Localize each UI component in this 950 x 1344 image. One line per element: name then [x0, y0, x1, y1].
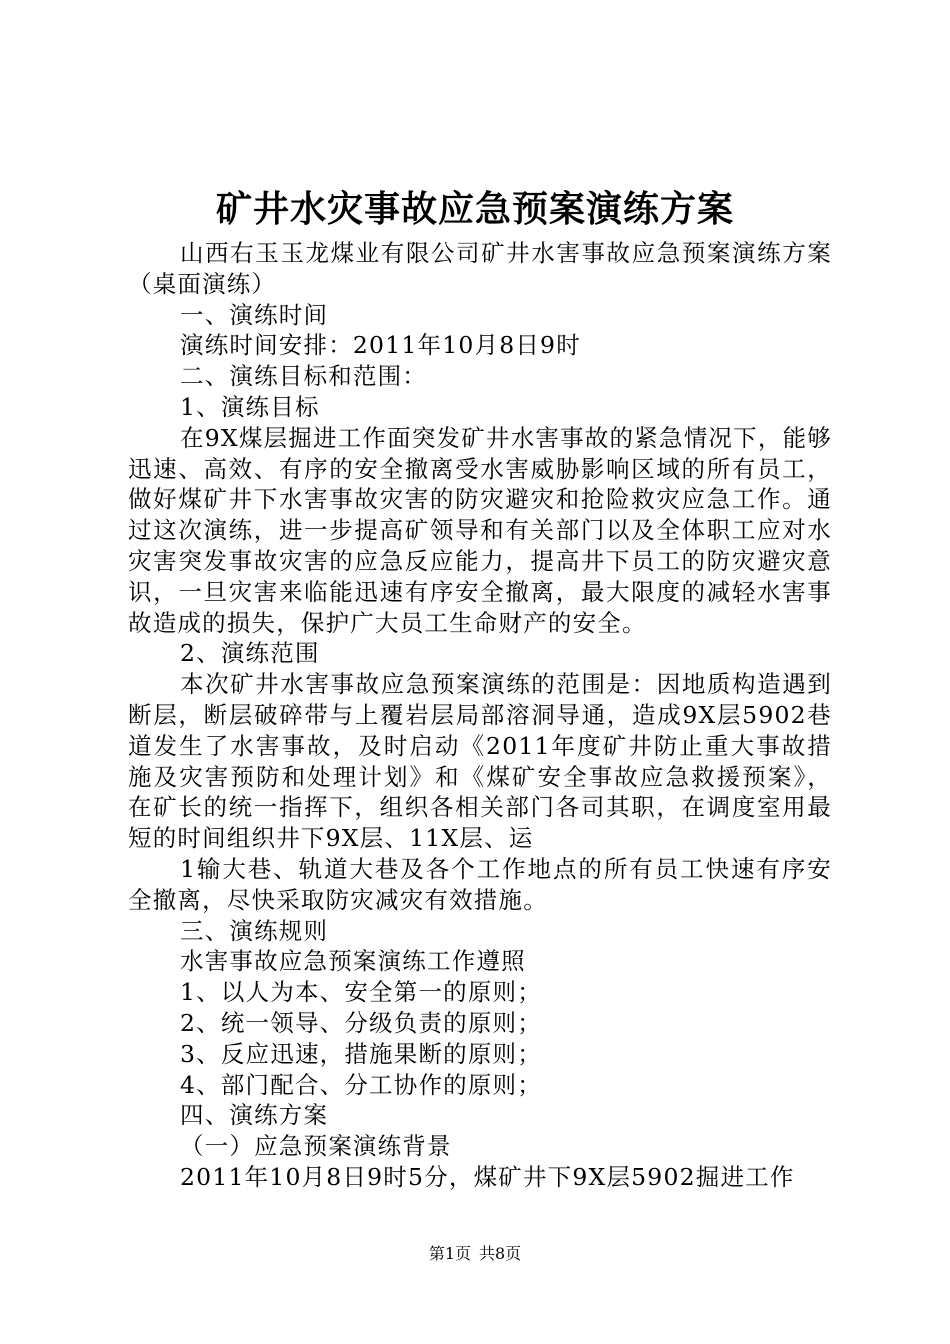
- heading-section-3: 三、演练规则: [180, 916, 329, 945]
- document-body: [128, 238, 832, 1193]
- paragraph-scope-continued: 1输大巷、轨道大巷及各个工作地点的所有员工快速有序安全撤离，尽快采取防灾减灾有效措施。: [128, 854, 832, 914]
- heading-section-2: 二、演练目标和范围：: [180, 362, 427, 391]
- paragraph-rules-intro: 水害事故应急预案演练工作遵照: [180, 947, 526, 976]
- paragraph-intro: 山西右玉玉龙煤业有限公司矿井水害事故应急预案演练方案（桌面演练）: [128, 239, 832, 298]
- paragraph-scope: 本次矿井水害事故应急预案演练的范围是：因地质构造遇到断层，断层破碎带与上覆岩层局部溶洞导通，造成9X层5902巷道发生了水害事故，及时启动《2011年度矿井防止重大事故措施及灾害预防和处理计划》和《煤矿安全事故应急救援预案》，在矿长的统一指挥下，组织各相关部门各司其职，在调度室用最短的时间组织井下9X层、11X层、运: [128, 670, 832, 853]
- subheading-scope: 2、演练范围: [180, 639, 320, 668]
- rule-item-2: 2、统一领导、分级负责的原则；: [180, 1008, 542, 1037]
- rule-item-3: 3、反应迅速，措施果断的原则；: [180, 1039, 542, 1068]
- paragraph-goal: 在9X煤层掘进工作面突发矿井水害事故的紧急情况下，能够迅速、高效、有序的安全撤离受水害威胁影响区域的所有员工，做好煤矿井下水害事故灾害的防灾避灾和抢险救灾应急工作。通过这次演练，进一步提高矿领导和有关部门以及全体职工应对水灾害突发事故灾害的应急反应能力，提高井下员工的防灾避灾意识，一旦灾害来临能迅速有序安全撤离，最大限度的减轻水害事故造成的损失，保护广大员工生命财产的安全。: [128, 423, 832, 637]
- subheading-background: （一）应急预案演练背景: [180, 1132, 452, 1161]
- page-total: 共8页: [479, 1244, 522, 1263]
- document-title: 矿井水灾事故应急预案演练方案: [215, 188, 734, 230]
- heading-section-1: 一、演练时间: [180, 300, 329, 329]
- paragraph-schedule: 演练时间安排：2011年10月8日9时: [180, 331, 581, 360]
- page-number: 第1页: [428, 1244, 471, 1263]
- rule-item-4: 4、部门配合、分工协作的原则；: [180, 1070, 542, 1099]
- heading-section-4: 四、演练方案: [180, 1101, 329, 1130]
- paragraph-background: 2011年10月8日9时5分，煤矿井下9X层5902掘进工作: [180, 1162, 795, 1191]
- page-footer: [0, 1244, 950, 1264]
- subheading-goal: 1、演练目标: [180, 392, 320, 421]
- rule-item-1: 1、以人为本、安全第一的原则；: [180, 978, 542, 1007]
